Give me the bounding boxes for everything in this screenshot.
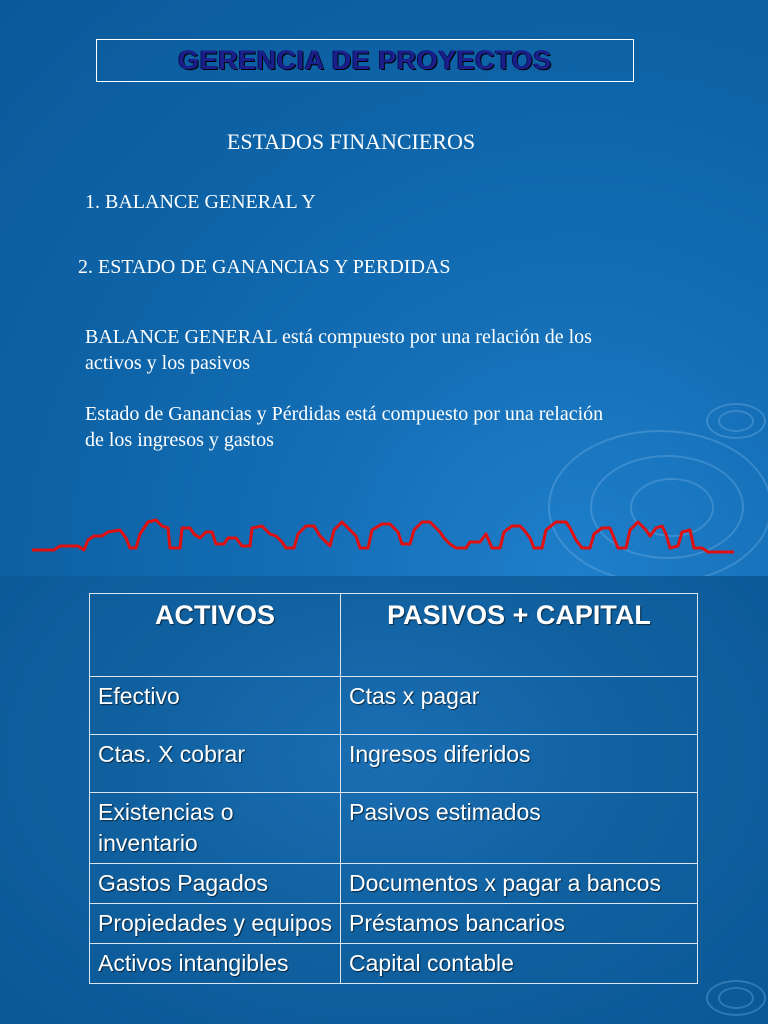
list-item: 2. ESTADO DE GANANCIAS Y PERDIDAS [78,256,451,278]
list-item: 1. BALANCE GENERAL Y [85,191,316,213]
table-row [90,904,698,944]
table-cell: Ctas. X cobrar [90,735,341,793]
table-cell: Capital contable [341,944,698,984]
balance-description: BALANCE GENERAL está compuesto por una relación de los activos y los pasivos [85,326,592,374]
table-cell: Efectivo [90,677,341,735]
column-header-pasivos-capital: PASIVOS + CAPITAL [341,594,698,677]
ripple-decoration [718,410,754,432]
income-statement-description: Estado de Ganancias y Pérdidas está compuesto por una relación de los ingresos y gastos [85,403,604,451]
table-cell: Pasivos estimados [341,793,698,864]
table-row [90,677,698,735]
ripple-decoration [718,987,754,1009]
slide-title: GERENCIA DE PROYECTOS [178,45,552,75]
balance-table [89,593,698,984]
table-row [90,793,698,864]
table-header-row [90,594,698,677]
skyline-decoration [30,508,736,560]
column-header-activos: ACTIVOS [90,594,341,677]
slide-subtitle: ESTADOS FINANCIEROS [226,129,476,154]
table-cell: Propiedades y equipos [90,904,341,944]
table-row [90,864,698,904]
table-cell: Ingresos diferidos [341,735,698,793]
table-cell: Préstamos bancarios [341,904,698,944]
title-box [96,39,634,82]
slide-2 [0,576,768,1024]
table-row [90,944,698,984]
table-cell: Gastos Pagados [90,864,341,904]
table-cell: Documentos x pagar a bancos [341,864,698,904]
table-cell: Ctas x pagar [341,677,698,735]
table-cell: Existencias o inventario [90,793,341,864]
table-cell: Activos intangibles [90,944,341,984]
table-row [90,735,698,793]
